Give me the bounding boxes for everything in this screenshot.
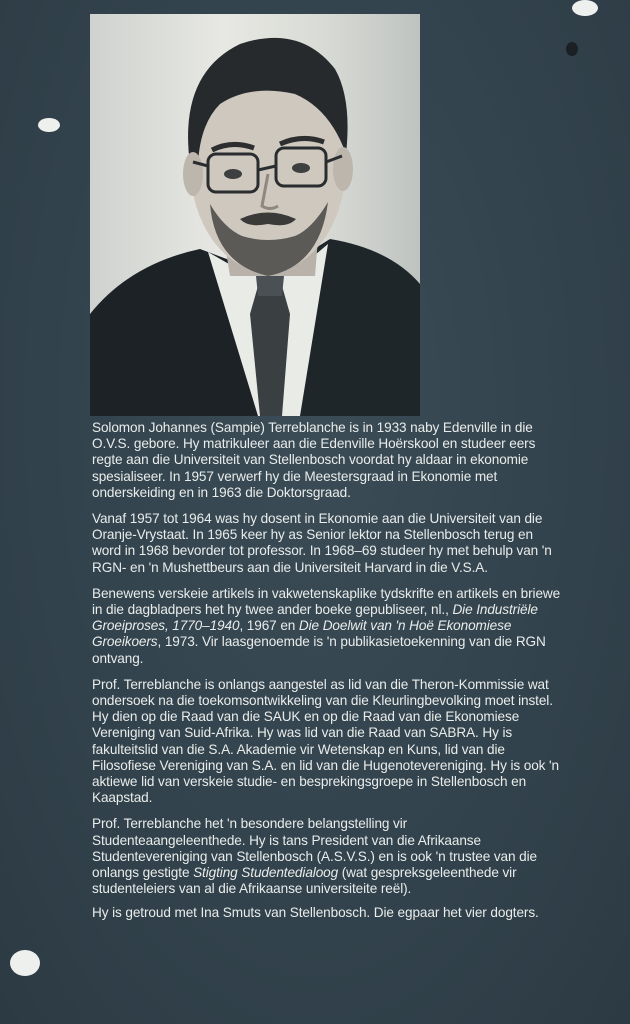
author-photo: [90, 14, 420, 416]
cover-wear-speck: [566, 42, 578, 56]
bio-p5-text-b: (wat gespreksgeleenthede vir studenteleiers van al die Afrikaanse universiteite reël).: [92, 865, 517, 897]
bio-paragraph-career: Vanaf 1957 tot 1964 was hy dosent in Ekonomie aan die Universiteit van die Oranje-Vrystaat. In 1965 keer hy as Senior lektor na Stellenbosch terug en word in 1968 bevorder tot professor. In 1968–69 studeer hy met behulp van 'n RGN- en 'n Mushettbeurs aan die Universiteit Harvard in die V.S.A.: [92, 511, 552, 575]
bio-p3-text-a: Benewens verskeie artikels in vakwetenskaplike tydskrifte en artikels en briewe in die dagbladpers het hy twee ander boeke gepubliseer, nl.,: [92, 585, 561, 618]
foundation-name: Stigting Studentedialoog: [193, 865, 339, 881]
author-portrait-illustration: [90, 14, 420, 416]
bio-paragraph-students: [92, 816, 562, 897]
cover-wear-speck: [38, 118, 60, 132]
bio-p3-text-b: , 1967 en: [239, 618, 299, 634]
cover-wear-speck: [10, 950, 40, 976]
bio-paragraph-memberships: Prof. Terreblanche is onlangs aangestel as lid van die Theron-Kommissie wat ondersoek na die toekomsontwikkeling van die Kleurlingbevolking moet instel. Hy dien op die Raad van die SAUK en op die Raad van die Ekonomiese Vereniging van Suid-Afrika. Hy was lid van die Raad van SABRA. Hy is fakulteitslid van die S.A. Akademie vir Wetenskap en Kuns, lid van die Filosofiese Vereniging van S.A. en lid van die Hugenotevereniging. Hy is ook 'n aktiewe lid van verskeie studie- en besprekingsgroepe in Stellenbosch en Kaapstad.: [92, 676, 559, 806]
author-biography: [92, 420, 562, 932]
bio-paragraph-birth-education: Solomon Johannes (Sampie) Terreblanche is in 1933 naby Edenville in die O.V.S. gebore. Hy matrikuleer aan die Edenville Hoërskool en studeer eers regte aan die Universiteit van Stellenbosch voordat hy aldaar in ekonomie spesialiseer. In 1957 verwerf hy die Meestersgraad in Ekonomie met onderskeiding en in 1963 die Doktorsgraad.: [92, 420, 536, 500]
bio-p3-text-c: , 1973. Vir laasgenoemde is 'n publikasietoekenning van die RGN ontvang.: [92, 634, 546, 666]
book-title-doelwit: Die Doelwit van 'n Hoë Ekonomiese Groeikoers: [92, 618, 512, 650]
bio-paragraph-publications: [92, 586, 562, 667]
cover-wear-speck: [572, 0, 598, 16]
bio-p5-text-a: Prof. Terreblanche het 'n besondere belangstelling vir Studenteaangeleenthede. Hy is tans President van die Afrikaanse Studentevereniging van Stellenbosch (A.S.V.S.) en is ook 'n trustee van die onlangs gestigte: [92, 816, 537, 881]
book-title-industriele-groeiproses: Die Industriële Groeiproses, 1770–1940: [92, 602, 538, 634]
bio-paragraph-family: Hy is getroud met Ina Smuts van Stellenbosch. Die egpaar het vier dogters.: [92, 905, 539, 921]
